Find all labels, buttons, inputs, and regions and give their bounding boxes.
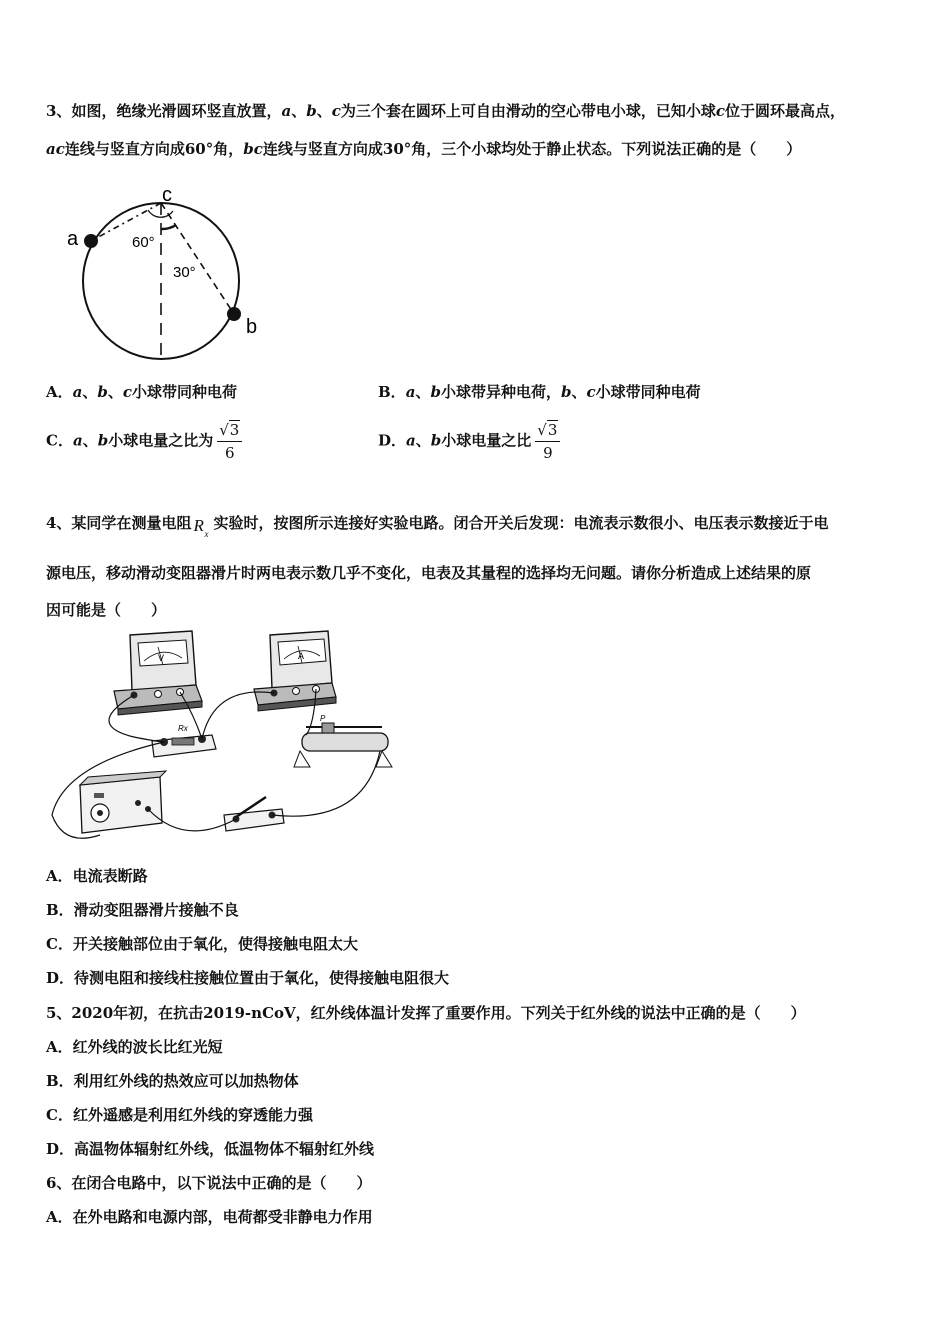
voltmeter xyxy=(114,631,202,715)
q3-circle-figure xyxy=(60,185,280,365)
voltmeter-label: V xyxy=(158,653,165,663)
q4-option-b[interactable]: B．滑动变阻器滑片接触不良 xyxy=(46,901,239,919)
q4-stem-line1: 4、某同学在测量电阻 R x 实验时，按图所示连接好实验电路。闭合开关后发现：电流表示数很小、电压表示数接近于电 xyxy=(46,514,829,539)
q5-option-b[interactable]: B．利用红外线的热效应可以加热物体 xyxy=(46,1072,299,1090)
q3-stem-line2: ac连线与竖直方向成60°角，bc连线与竖直方向成30°角，三个小球均处于静止状态。下列说法正确的是（ ） xyxy=(46,140,802,158)
q4-option-c[interactable]: C．开关接触部位由于氧化，使得接触电阻太大 xyxy=(46,935,358,953)
rx-label: Rx xyxy=(178,724,188,733)
q4-option-d[interactable]: D．待测电阻和接线柱接触位置由于氧化，使得接触电阻很大 xyxy=(46,969,450,987)
q3-option-d[interactable]: D．a、b小球电量之比 $\frac{√3}{9}$ xyxy=(378,420,560,463)
fraction-d: $\frac{√3}{9}$ xyxy=(535,420,560,463)
power-supply xyxy=(80,771,166,833)
q3-option-c[interactable]: C．a、b小球电量之比为 $\frac{√3}{6}$ xyxy=(46,420,242,463)
q3-option-a[interactable]: A．a、b、c小球带同种电荷 xyxy=(46,383,238,401)
q5-option-a[interactable]: A．红外线的波长比红光短 xyxy=(46,1038,223,1056)
q3-stem-line1: 3、如图，绝缘光滑圆环竖直放置，a、b、c为三个套在圆环上可自由滑动的空心带电小球，已知小球c位于圆环最高点， xyxy=(46,102,846,120)
q5-option-c[interactable]: C．红外遥感是利用红外线的穿透能力强 xyxy=(46,1106,313,1124)
q5-option-d[interactable]: D．高温物体辐射红外线，低温物体不辐射红外线 xyxy=(46,1140,375,1158)
angle-arc-30 xyxy=(161,225,176,229)
label-a: a xyxy=(67,228,79,250)
q6-option-a[interactable]: A．在外电路和电源内部，电荷都受非静电力作用 xyxy=(46,1208,373,1226)
ball-a xyxy=(84,234,98,248)
rheostat xyxy=(294,714,392,767)
p-label: P xyxy=(320,714,326,723)
bc-dashed-line xyxy=(161,203,234,314)
label-b: b xyxy=(246,316,258,338)
ammeter xyxy=(254,631,336,711)
q4-stem-line2: 源电压，移动滑动变阻器滑片时两电表示数几乎不变化，电表及其量程的选择均无问题。请你分析造成上述结果的原 xyxy=(46,564,812,582)
label-60: 60° xyxy=(132,234,155,251)
q4-option-a[interactable]: A．电流表断路 xyxy=(46,867,148,885)
ball-b xyxy=(227,307,241,321)
q3-option-b[interactable]: B．a、b小球带异种电荷，b、c小球带同种电荷 xyxy=(378,383,701,401)
switch xyxy=(224,797,284,831)
q4-stem-line3: 因可能是（ ） xyxy=(46,601,167,619)
q5-stem: 5、2020年初，在抗击2019-nCoV，红外线体温计发挥了重要作用。下列关于红外线的说法中正确的是（ ） xyxy=(46,1004,806,1022)
label-30: 30° xyxy=(173,264,196,281)
resistor-board xyxy=(152,724,216,757)
fraction-c: $\frac{√3}{6}$ xyxy=(217,420,242,463)
q4-circuit-figure xyxy=(44,625,404,855)
q6-stem: 6、在闭合电路中，以下说法中正确的是（ ） xyxy=(46,1174,372,1192)
label-c: c xyxy=(162,185,172,206)
ammeter-label: A xyxy=(298,651,305,661)
